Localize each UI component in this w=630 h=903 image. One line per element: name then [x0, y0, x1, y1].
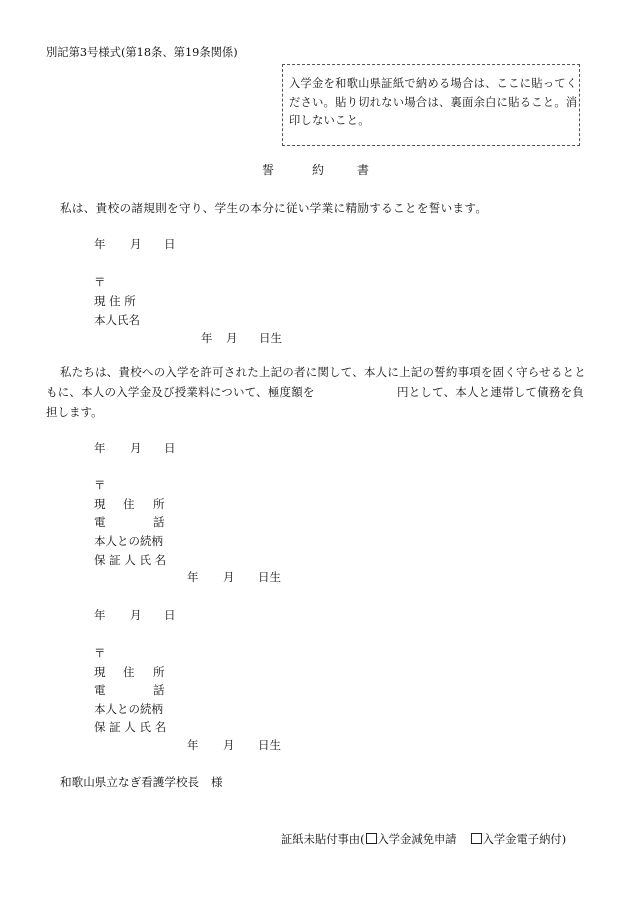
- guarantor-2-postal-mark: 〒: [94, 646, 106, 660]
- birth-year-label: 年: [187, 570, 199, 584]
- footer-option-2: 入学金電子納付: [482, 833, 562, 846]
- date-day-label: 日: [164, 441, 176, 455]
- addressee-honorific: 様: [211, 775, 223, 789]
- stamp-box-line-1: 入学金を和歌山県証紙で納める場合は、ここに貼ってく: [289, 77, 578, 90]
- student-postal-mark: 〒: [94, 275, 106, 289]
- phone-char: 電: [94, 515, 106, 529]
- footer-prefix: 証紙未貼付事由(: [281, 833, 365, 846]
- form-label: 別記第3号様式(第18条、第19条関係): [46, 46, 238, 59]
- pledge-text: 私は、貴校の諸規則を守り、学生の本分に従い学業に精励することを誓います。: [60, 201, 488, 215]
- stamp-box-line-3: 印しないこと。: [289, 114, 370, 127]
- footer-option-1: 入学金減免申請: [377, 833, 457, 846]
- birth-month-label: 月: [226, 331, 238, 345]
- date-month-label: 月: [130, 441, 142, 455]
- guarantee-line-1: 私たちは、貴校への入学を許可された上記の者に関して、本人に上記の誓約事項を固く守らせるとと: [60, 365, 586, 379]
- guarantee-line-2a: もに、本人の入学金及び授業料について、極度額を: [46, 385, 315, 399]
- phone-char: 話: [153, 515, 165, 529]
- address-char: 住: [123, 497, 135, 511]
- date-year-label: 年: [94, 441, 106, 455]
- guarantor-1-relation-label: 本人との続柄: [94, 534, 163, 548]
- date-day-label: 日: [164, 237, 176, 251]
- birth-month-label: 月: [223, 738, 235, 752]
- guarantee-line-2b: 円として、本人と連帯して債務を負: [397, 385, 584, 399]
- guarantor-1-name-label: 保 証 人 氏 名: [94, 553, 167, 567]
- date-year-label: 年: [94, 237, 106, 251]
- date-month-label: 月: [130, 237, 142, 251]
- guarantor-2-name-label: 保 証 人 氏 名: [94, 720, 167, 734]
- guarantor-2-relation-label: 本人との続柄: [94, 702, 163, 716]
- date-day-label: 日: [164, 608, 176, 622]
- date-year-label: 年: [94, 608, 106, 622]
- birth-month-label: 月: [223, 570, 235, 584]
- addressee-school: 和歌山県立なぎ看護学校長: [60, 775, 200, 789]
- address-char: 所: [153, 665, 165, 679]
- address-char: 住: [123, 665, 135, 679]
- address-char: 所: [153, 497, 165, 511]
- title-char-3: 書: [357, 163, 370, 177]
- birth-year-label: 年: [187, 738, 199, 752]
- guarantee-line-3: 担します。: [46, 405, 103, 419]
- phone-char: 話: [153, 683, 165, 697]
- phone-char: 電: [94, 683, 106, 697]
- birth-year-label: 年: [201, 331, 213, 345]
- e-payment-checkbox[interactable]: [471, 833, 482, 844]
- stamp-box-line-2: ださい。貼り切れない場合は、裏面余白に貼ること。消: [289, 95, 578, 109]
- stamp-unattached-reason: [281, 833, 566, 845]
- student-name-label: 本人氏名: [94, 313, 140, 327]
- footer-suffix: ): [561, 833, 567, 846]
- exemption-checkbox[interactable]: [366, 833, 377, 844]
- birth-day-label: 日生: [258, 570, 281, 584]
- student-address-label: 現 住 所: [94, 294, 136, 308]
- date-month-label: 月: [130, 608, 142, 622]
- birth-day-label: 日生: [259, 331, 282, 345]
- birth-day-label: 日生: [258, 738, 281, 752]
- revenue-stamp-box: [282, 64, 580, 146]
- title-char-2: 約: [312, 163, 325, 177]
- address-char: 現: [94, 665, 106, 679]
- address-char: 現: [94, 497, 106, 511]
- title-char-1: 誓: [262, 163, 275, 177]
- guarantor-1-postal-mark: 〒: [94, 478, 106, 492]
